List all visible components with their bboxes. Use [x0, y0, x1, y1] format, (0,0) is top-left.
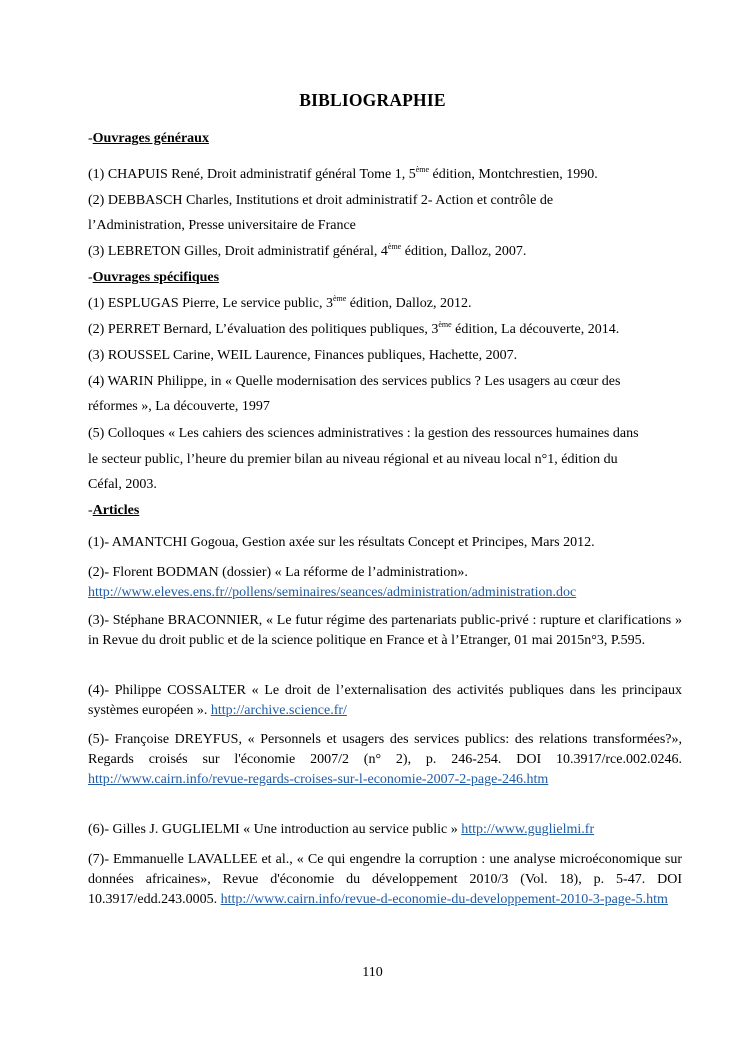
- article-link[interactable]: http://archive.science.fr/: [210, 703, 347, 718]
- article-entry-4: (4)- Philippe COSSALTER « Le droit de l’externalisation des activités publiques dans les principaux systèmes européen ». http://archive.science.fr/: [88, 683, 682, 718]
- article-link[interactable]: http://www.cairn.info/revue-regards-croises-sur-l-economie-2007-2-page-246.htm: [88, 772, 549, 787]
- bib-entry: (1) CHAPUIS René, Droit administratif général Tome 1, 5ème édition, Montchrestien, 1990.: [88, 165, 598, 182]
- page-title: BIBLIOGRAPHIE: [299, 90, 446, 110]
- article-link[interactable]: http://www.eleves.ens.fr//pollens/seminaires/seances/administration/administration.doc: [88, 585, 577, 600]
- bib-entry: (1) ESPLUGAS Pierre, Le service public, 3ème édition, Dalloz, 2012.: [88, 294, 472, 311]
- article-entry-7: (7)- Emmanuelle LAVALLEE et al., « Ce qui engendre la corruption : une analyse microéconomique sur données africaines», Revue d'économie du développement 2010/3 (Vol. 18), p. 5-47. DOI 10.3917/edd.243.0005. http://www.cairn.info/revue-d-economie-du-developpement-2010-3-page-5.htm: [88, 852, 682, 907]
- bib-entry: (2) PERRET Bernard, L’évaluation des politiques publiques, 3ème édition, La découverte, 2014.: [88, 320, 620, 337]
- article-entry-6: (6)- Gilles J. GUGLIELMI « Une introduction au service public » http://www.guglielmi.fr: [88, 822, 595, 837]
- article-entry-1: (1)- AMANTCHI Gogoua, Gestion axée sur les résultats Concept et Principes, Mars 2012.: [88, 535, 595, 550]
- bib-entry: (3) LEBRETON Gilles, Droit administratif général, 4ème édition, Dalloz, 2007.: [88, 242, 527, 259]
- bib-entry-continuation: Céfal, 2003.: [88, 477, 157, 492]
- article-link[interactable]: http://www.cairn.info/revue-d-economie-du-developpement-2010-3-page-5.htm: [220, 892, 668, 907]
- section-heading-generaux: -Ouvrages généraux: [88, 131, 209, 146]
- bib-entry-continuation: le secteur public, l’heure du premier bilan au niveau régional et au niveau local n°1, édition du: [88, 452, 618, 467]
- bib-entry: (5) Colloques « Les cahiers des sciences administratives : la gestion des ressources humaines dans: [88, 426, 639, 441]
- bib-entry: (4) WARIN Philippe, in « Quelle modernisation des services publics ? Les usagers au cœur des: [88, 374, 621, 389]
- bib-entry: (3) ROUSSEL Carine, WEIL Laurence, Finances publiques, Hachette, 2007.: [88, 348, 518, 363]
- bib-entry: (2) DEBBASCH Charles, Institutions et droit administratif 2- Action et contrôle de: [88, 193, 554, 208]
- section-heading-articles: -Articles: [88, 503, 140, 518]
- bib-entry-continuation: réformes », La découverte, 1997: [88, 399, 270, 414]
- article-entry-5: (5)- Françoise DREYFUS, « Personnels et usagers des services publics: des relations transformées?», Regards croisés sur l'économie 2007/2 (n° 2), p. 246-254. DOI 10.3917/rce.002.0246. http://www.cairn.info/revue-regards-croises-sur-l-economie-2007-2-page-246.htm: [88, 732, 682, 787]
- bib-entry-continuation: l’Administration, Presse universitaire de France: [88, 218, 356, 233]
- article-entry-3: (3)- Stéphane BRACONNIER, « Le futur régime des partenariats public-privé : rupture et clarifications » in Revue du droit public et de la science politique en France et à l’Etranger, 01 mai 2015n°3, P.595.: [88, 613, 682, 648]
- article-link[interactable]: http://www.guglielmi.fr: [461, 822, 595, 837]
- page-number: 110: [362, 965, 383, 980]
- section-heading-specifiques: -Ouvrages spécifiques: [88, 270, 220, 285]
- article-entry-2: (2)- Florent BODMAN (dossier) « La réforme de l’administration». http://www.eleves.ens.fr//pollens/seminaires/seances/administration/administration.doc: [88, 565, 577, 600]
